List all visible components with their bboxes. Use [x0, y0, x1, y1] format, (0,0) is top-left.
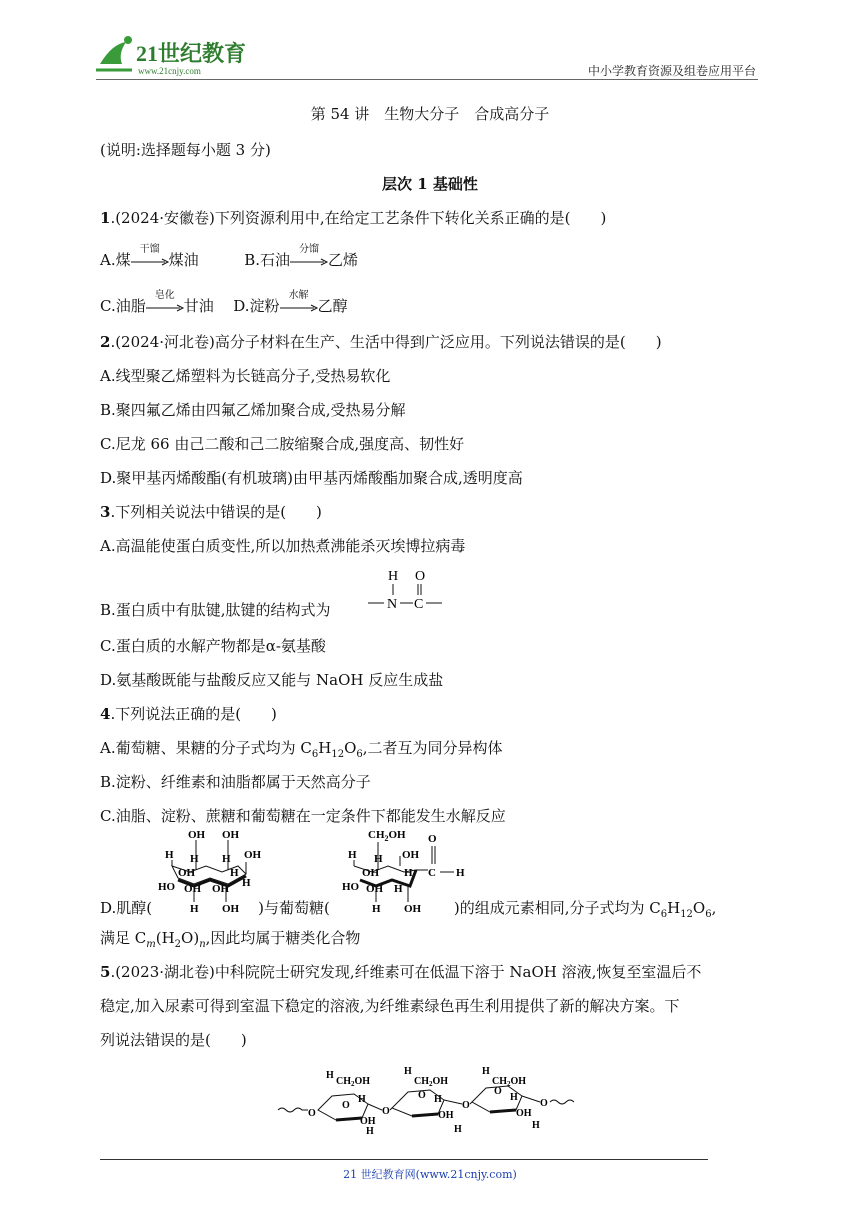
note: (说明:选择题每小题 3 分) — [100, 141, 271, 159]
q4-stem: 4.下列说法正确的是( ) — [100, 705, 277, 723]
svg-text:CH2OH: $CH_2OH$ — [368, 829, 406, 843]
svg-text:H: H — [482, 1066, 490, 1077]
svg-text:OH: OH — [366, 883, 384, 895]
svg-text:H: H — [404, 867, 413, 879]
svg-text:H: H — [394, 883, 403, 895]
svg-text:H: H — [372, 903, 381, 915]
q4-option-d: D.肌醇( )与葡萄糖( )的组成元素相同,分子式均为 $C_6H_{12}O_6$, — [100, 899, 717, 920]
svg-text:H: H — [326, 1070, 334, 1081]
q2-option-d: D.聚甲基丙烯酸酯(有机玻璃)由甲基丙烯酸酯加聚合成,透明度高 — [100, 469, 523, 487]
svg-text:H: H — [434, 1094, 442, 1105]
svg-text:CH2OH: $CH_2OH$ — [336, 1076, 371, 1088]
logo-text: 21世纪教育 — [136, 41, 247, 66]
svg-text:HO: HO — [342, 881, 360, 893]
logo-url: www.21cnjy.com — [138, 66, 201, 76]
q3-option-d: D.氨基酸既能与盐酸反应又能与 NaOH 反应生成盐 — [100, 671, 444, 689]
svg-text:C: C — [428, 867, 436, 879]
svg-text:C: C — [414, 597, 424, 612]
svg-text:H: H — [532, 1120, 540, 1131]
footer-text: 21 世纪教育网(www.21cnjy.com) — [343, 1168, 517, 1181]
q2-stem: 2.(2024·河北卷)高分子材料在生产、生活中得到广泛应用。下列说法错误的是( ) — [100, 333, 662, 351]
svg-text:H: H — [454, 1124, 462, 1135]
reaction-arrow: 分馏 — [290, 250, 328, 268]
reaction-arrow: 干馏 — [131, 250, 169, 268]
svg-text:H: H — [510, 1092, 518, 1103]
svg-text:H: H — [366, 1126, 374, 1137]
svg-text:OH: OH — [516, 1108, 532, 1119]
platform-label: 中小学教育资源及组卷应用平台 — [587, 64, 756, 78]
q1-options-ab: A.煤 干馏 煤油 B.石油 分馏 乙烯 — [100, 244, 358, 269]
svg-text:O: O — [342, 1100, 350, 1111]
svg-text:H: H — [190, 903, 199, 915]
cellulose-structure — [278, 1062, 578, 1138]
header-divider — [96, 79, 758, 80]
svg-text:OH: OH — [244, 849, 262, 861]
svg-text:OH: OH — [222, 903, 240, 915]
svg-text:H: H — [456, 867, 465, 879]
svg-text:OH: OH — [402, 849, 420, 861]
section-heading: 层次 1 基础性 — [382, 175, 478, 193]
q1-options-cd: C.油脂 皂化 甘油 D.淀粉 水解 乙醇 — [100, 290, 348, 315]
svg-text:H: H — [358, 1094, 366, 1105]
svg-text:O: O — [308, 1108, 316, 1119]
svg-text:N: N — [387, 597, 398, 612]
q3-option-a: A.高温能使蛋白质变性,所以加热煮沸能杀灭埃博拉病毒 — [100, 537, 466, 555]
svg-text:OH: OH — [188, 829, 206, 841]
q2-option-b: B.聚四氟乙烯由四氟乙烯加聚合成,受热易分解 — [100, 401, 406, 419]
q2-option-a: A.线型聚乙烯塑料为长链高分子,受热易软化 — [100, 367, 391, 385]
peptide-bond-structure — [366, 564, 446, 614]
q1-stem: 1.(2024·安徽卷)下列资源利用中,在给定工艺条件下转化关系正确的是( ) — [100, 209, 607, 227]
svg-text:H: H — [404, 1066, 412, 1077]
svg-text:O: O — [382, 1106, 390, 1117]
svg-text:HO: HO — [158, 881, 176, 893]
reaction-arrow: 水解 — [280, 296, 318, 314]
svg-text:OH: OH — [362, 867, 380, 879]
q3-option-c: C.蛋白质的水解产物都是α-氨基酸 — [100, 637, 326, 655]
svg-text:H: H — [374, 853, 383, 865]
svg-text:OH: OH — [178, 867, 196, 879]
svg-text:CH2OH: $CH_2OH$ — [414, 1076, 449, 1088]
q4-option-c: C.油脂、淀粉、蔗糖和葡萄糖在一定条件下都能发生水解反应 — [100, 807, 506, 825]
q4-option-a: A.葡萄糖、果糖的分子式均为 $C_6H_{12}O_6$,二者互为同分异构体 — [100, 739, 503, 760]
svg-text:O: O — [540, 1098, 548, 1109]
svg-text:O: O — [418, 1090, 426, 1101]
svg-text:OH: OH — [184, 883, 202, 895]
footer-divider — [100, 1159, 708, 1160]
q3-option-b: B.蛋白质中有肽键,肽键的结构式为 — [100, 601, 331, 619]
svg-text:H: H — [242, 877, 251, 889]
svg-text:H: H — [230, 867, 239, 879]
svg-text:H: H — [348, 849, 357, 861]
q5-stem-line2: 稳定,加入尿素可得到室温下稳定的溶液,为纤维素绿色再生利用提供了新的解决方案。下 — [100, 997, 680, 1015]
svg-text:H: H — [165, 849, 174, 861]
svg-text:OH: OH — [212, 883, 230, 895]
svg-text:O: O — [494, 1086, 502, 1097]
page-title: 第 54 讲 生物大分子 合成高分子 — [310, 105, 550, 123]
q2-option-c: C.尼龙 66 由己二酸和己二胺缩聚合成,强度高、韧性好 — [100, 435, 465, 453]
svg-text:OH: OH — [360, 1116, 376, 1127]
q3-stem: 3.下列相关说法中错误的是( ) — [100, 503, 322, 521]
svg-text:O: O — [428, 833, 437, 845]
svg-text:H: H — [222, 853, 231, 865]
svg-text:OH: OH — [404, 903, 422, 915]
svg-text:CH2OH: $CH_2OH$ — [492, 1076, 527, 1088]
svg-text:OH: OH — [438, 1110, 454, 1121]
q5-stem-line1: 5.(2023·湖北卷)中科院院士研究发现,纤维素可在低温下溶于 NaOH 溶液,恢复至室温后不 — [100, 963, 702, 981]
svg-text:H: H — [190, 853, 199, 865]
q5-stem-line3: 列说法错误的是( ) — [100, 1031, 247, 1049]
svg-text:O: O — [415, 569, 426, 584]
svg-text:H: H — [388, 569, 399, 584]
svg-text:OH: OH — [222, 829, 240, 841]
reaction-arrow: 皂化 — [146, 296, 184, 314]
svg-text:O: O — [462, 1100, 470, 1111]
q4-option-b: B.淀粉、纤维素和油脂都属于天然高分子 — [100, 773, 371, 791]
site-logo — [92, 34, 262, 78]
q4-option-d-cont: 满足 $C_m(H_2O)_n$,因此均属于糖类化合物 — [100, 929, 361, 950]
